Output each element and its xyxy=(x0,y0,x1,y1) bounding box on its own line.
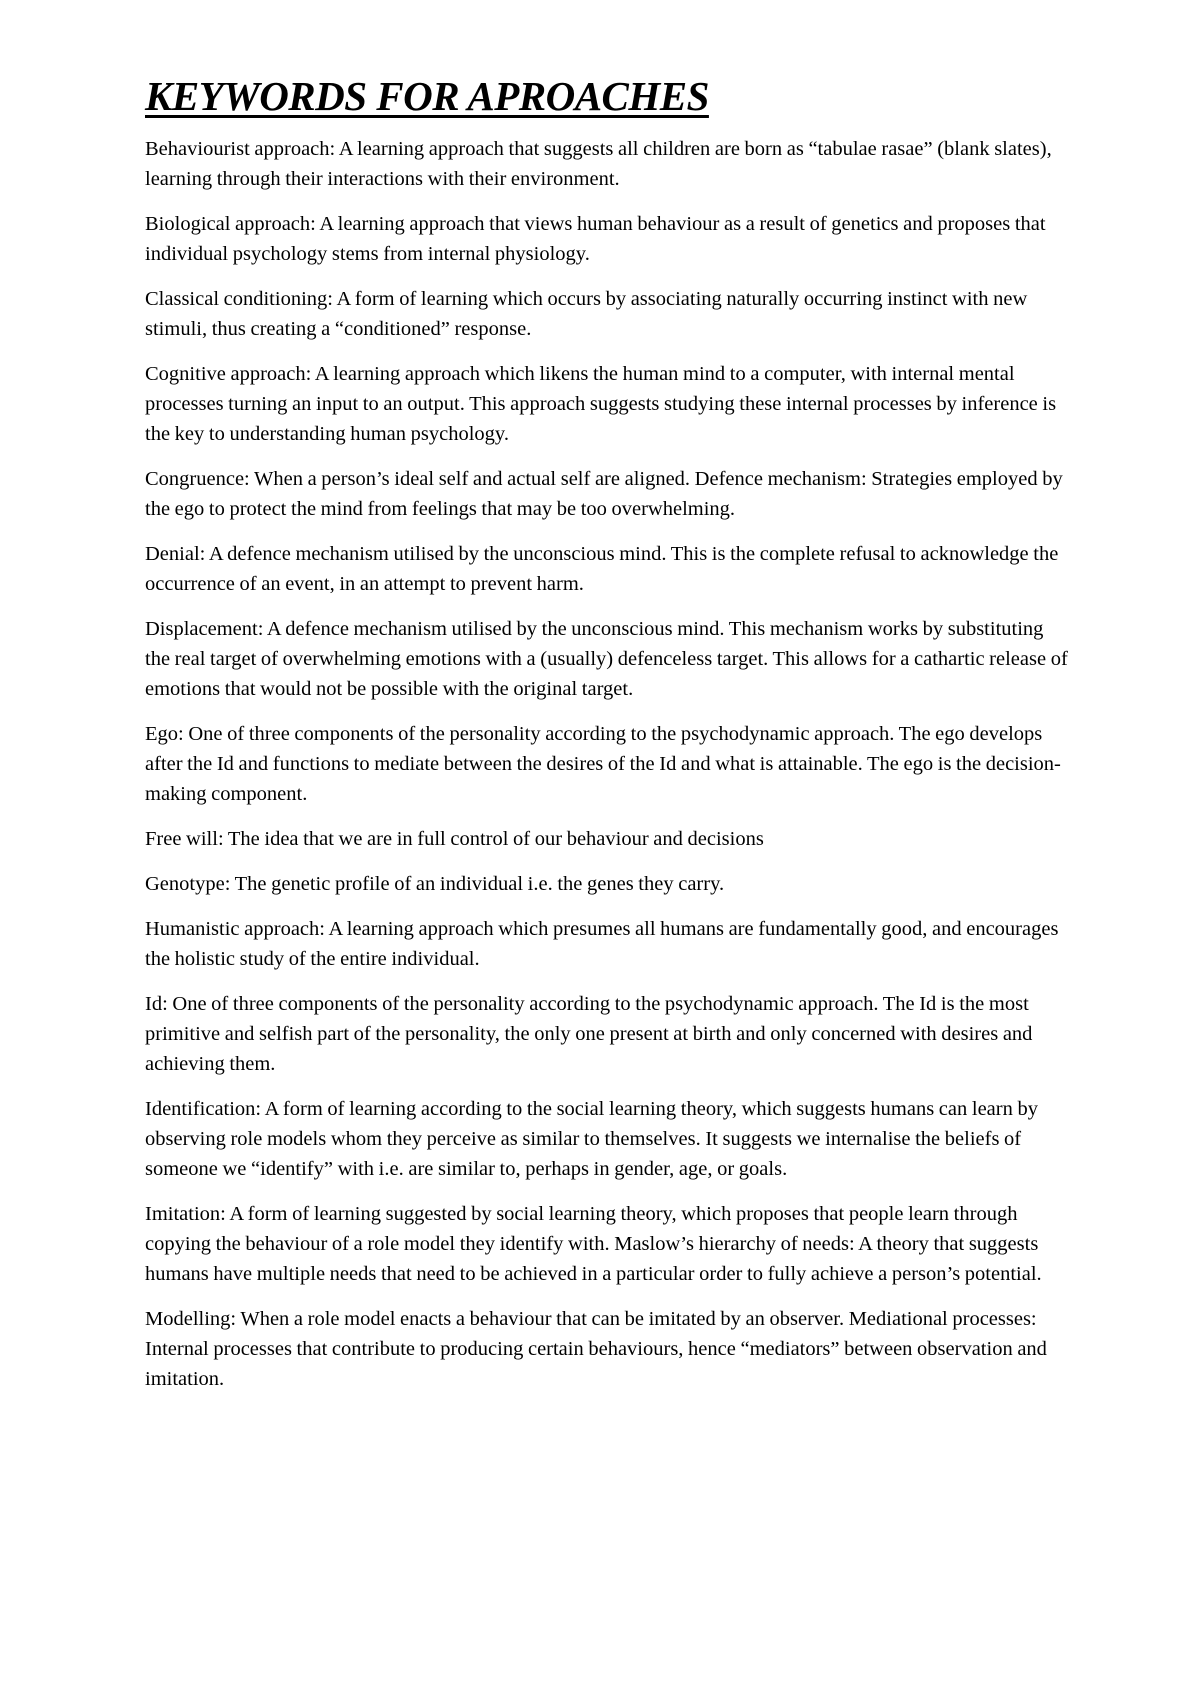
keyword-entry-imitation: Imitation: A form of learning suggested by social learning theory, which proposes that people learn through copying the behaviour of a role model they identify with. Maslow’s hierarchy of needs: A theory that suggests humans have multiple needs that need to be achieved in a particular order to fully achieve a person’s potential. xyxy=(145,1203,1042,1285)
keyword-entry-genotype: Genotype: The genetic profile of an individual i.e. the genes they carry. xyxy=(145,873,725,895)
keyword-entry-identification: Identification: A form of learning according to the social learning theory, which suggests humans can learn by observing role models whom they perceive as similar to themselves. It suggests we internalise the beliefs of someone we “identify” with i.e. are similar to, perhaps in gender, age, or goals. xyxy=(145,1098,1038,1180)
keyword-entry-free-will: Free will: The idea that we are in full control of our behaviour and decisions xyxy=(145,828,764,850)
keyword-entry-modelling: Modelling: When a role model enacts a behaviour that can be imitated by an observer. Mediational processes: Internal processes that contribute to producing certain behaviours, hence “mediators” between observation and imitation. xyxy=(145,1308,1047,1390)
keyword-entry-denial: Denial: A defence mechanism utilised by the unconscious mind. This is the complete refusal to acknowledge the occurrence of an event, in an attempt to prevent harm. xyxy=(145,543,1059,595)
keyword-entry-humanistic-approach: Humanistic approach: A learning approach which presumes all humans are fundamentally good, and encourages the holistic study of the entire individual. xyxy=(145,918,1059,970)
keyword-entry-cognitive-approach: Cognitive approach: A learning approach which likens the human mind to a computer, with internal mental processes turning an input to an output. This approach suggests studying these internal processes by inference is the key to understanding human psychology. xyxy=(145,363,1057,445)
keyword-entry-ego: Ego: One of three components of the personality according to the psychodynamic approach. The ego develops after the Id and functions to mediate between the desires of the Id and what is attainable. The ego is the decision-making component. xyxy=(145,723,1061,805)
keyword-entry-behaviourist-approach: Behaviourist approach: A learning approach that suggests all children are born as “tabulae rasae” (blank slates), learning through their interactions with their environment. xyxy=(145,138,1052,190)
keyword-entry-displacement: Displacement: A defence mechanism utilised by the unconscious mind. This mechanism works by substituting the real target of overwhelming emotions with a (usually) defenceless target. This allows for a cathartic release of emotions that would not be possible with the original target. xyxy=(145,618,1068,700)
keyword-list xyxy=(145,134,1070,1394)
keyword-entry-id: Id: One of three components of the personality according to the psychodynamic approach. The Id is the most primitive and selfish part of the personality, the only one present at birth and only concerned with desires and achieving them. xyxy=(145,993,1033,1075)
keyword-entry-congruence: Congruence: When a person’s ideal self and actual self are aligned. Defence mechanism: Strategies employed by the ego to protect the mind from feelings that may be too overwhelming. xyxy=(145,468,1063,520)
keyword-entry-biological-approach: Biological approach: A learning approach that views human behaviour as a result of genetics and proposes that individual psychology stems from internal physiology. xyxy=(145,213,1046,265)
keyword-entry-classical-conditioning: Classical conditioning: A form of learning which occurs by associating naturally occurring instinct with new stimuli, thus creating a “conditioned” response. xyxy=(145,288,1028,340)
page-title: KEYWORDS FOR APROACHES xyxy=(145,73,709,119)
